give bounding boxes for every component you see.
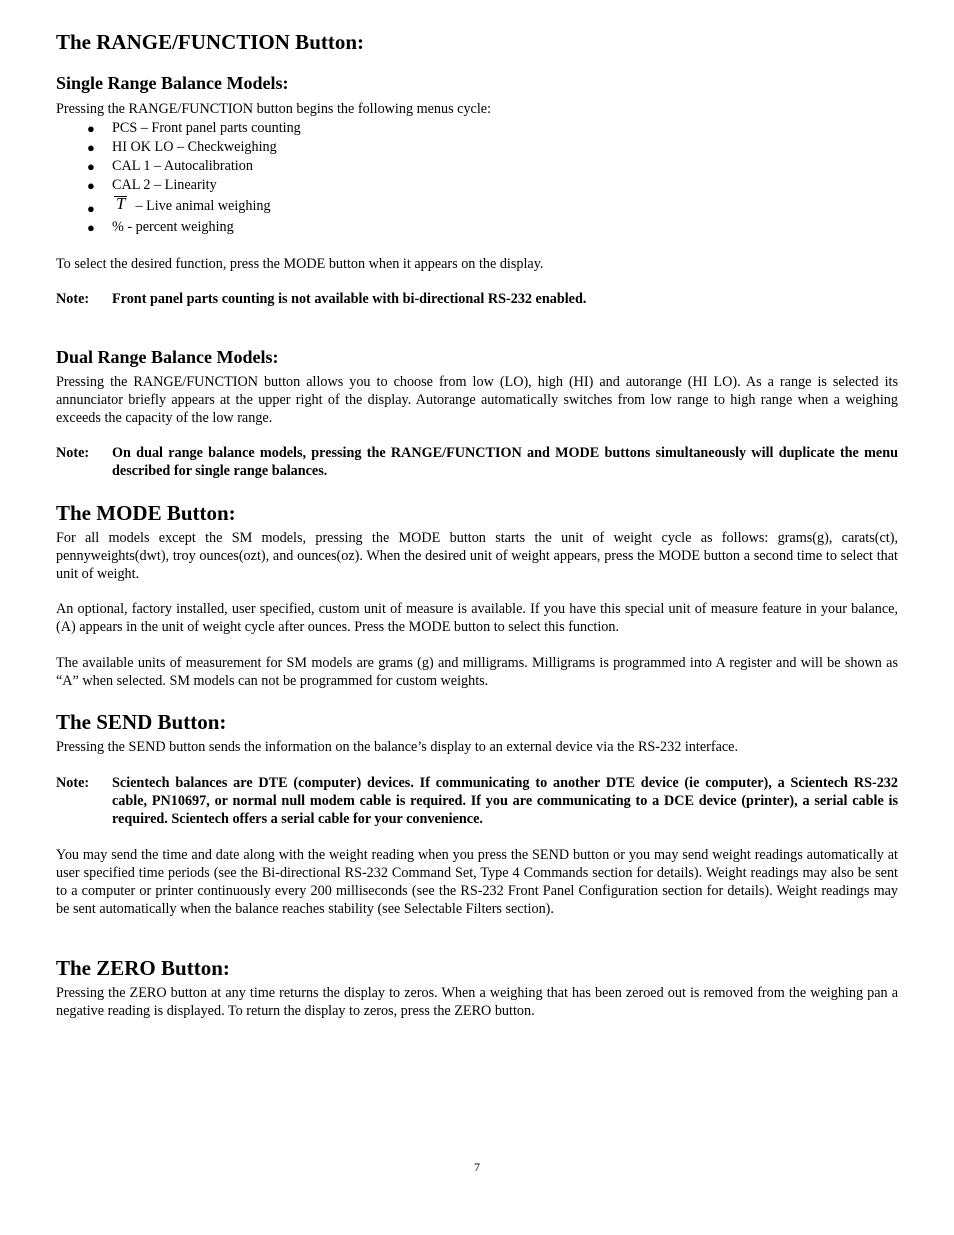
send-heading: The SEND Button:: [56, 710, 227, 734]
send-paragraph-1: Pressing the SEND button sends the information on the balance’s display to an external device via the RS-232 interface.: [56, 739, 739, 755]
note-label: Note:: [56, 775, 90, 791]
single-range-intro: Pressing the RANGE/FUNCTION button begins the following menus cycle:: [56, 101, 492, 117]
single-range-heading: Single Range Balance Models:: [56, 73, 289, 93]
mode-paragraph-3: The available units of measurement for SM models are grams (g) and milligrams. Milligrams is programmed into A register and will be shown as “A” when selected. SM models can not be programmed for custom weights.: [56, 655, 898, 689]
zero-heading: The ZERO Button:: [56, 956, 230, 980]
single-range-note: [56, 290, 898, 308]
zero-paragraph: Pressing the ZERO button at any time returns the display to zeros. When a weighing that has been zeroed out is removed from the weighing pan a negative reading is displayed. To return the display to zeros, press the ZERO button.: [56, 985, 898, 1019]
list-item: ● % - percent weighing: [87, 219, 234, 235]
dual-range-heading: Dual Range Balance Models:: [56, 347, 279, 367]
single-select-text: To select the desired function, press the MODE button when it appears on the display.: [56, 256, 544, 272]
mode-paragraph-1: For all models except the SM models, pressing the MODE button starts the unit of weight cycle as follows: grams(g), carats(ct), pennyweights(dwt), troy ounces(ozt), and ounces(oz). When the desired unit of weight appears, press the MODE button a second time to select that unit of weight.: [56, 530, 898, 582]
list-item: ● HI OK LO – Checkweighing: [87, 139, 277, 155]
note-text: Front panel parts counting is not available with bi-directional RS-232 enabled.: [112, 291, 587, 307]
dual-range-note: [56, 444, 898, 480]
list-item: ● T – Live animal weighing: [87, 194, 271, 216]
list-item: ● CAL 2 – Linearity: [87, 177, 217, 193]
function-list: [56, 119, 898, 237]
note-label: Note:: [56, 445, 90, 461]
animal-weighing-symbol: T: [116, 194, 126, 213]
note-label: Note:: [56, 291, 90, 307]
range-function-heading: The RANGE/FUNCTION Button:: [56, 30, 365, 54]
send-note: [56, 774, 898, 828]
mode-paragraph-2: An optional, factory installed, user specified, custom unit of measure is available. If you have this special unit of measure feature in your balance, (A) appears in the unit of weight cycle after ounces. Press the MODE button to select this function.: [56, 601, 898, 635]
note-text: Scientech balances are DTE (computer) devices. If communicating to another DTE device (ie computer), a Scientech RS-232 cable, PN10697, or normal null modem cable is required. If you are communicating to a DCE device (printer), a serial cable is required. Scientech offers a serial cable for your convenience.: [112, 775, 898, 827]
note-text: On dual range balance models, pressing the RANGE/FUNCTION and MODE buttons simultaneously will duplicate the menu described for single range balances.: [112, 445, 898, 479]
page-number: 7: [474, 1160, 480, 1174]
dual-range-text: Pressing the RANGE/FUNCTION button allows you to choose from low (LO), high (HI) and autorange (HI LO). As a range is selected its annunciator briefly appears at the upper right of the display. Autorange automatically switches from low range to high range when a weighing exceeds the capacity of the low range.: [56, 374, 898, 426]
mode-heading: The MODE Button:: [56, 501, 236, 525]
list-item: ● PCS – Front panel parts counting: [87, 120, 301, 136]
list-item: ● CAL 1 – Autocalibration: [87, 158, 253, 174]
send-paragraph-2: You may send the time and date along with the weight reading when you press the SEND button or you may send weight readings automatically at user specified time periods (see the Bi-directional RS-232 Command Set, Type 4 Commands section for details). Weight readings may also be sent to a computer or printer continuously every 200 milliseconds (see the RS-232 Front Panel Configuration section for details). Weight readings may be sent automatically when the balance reaches stability (see Selectable Filters section).: [56, 847, 898, 917]
